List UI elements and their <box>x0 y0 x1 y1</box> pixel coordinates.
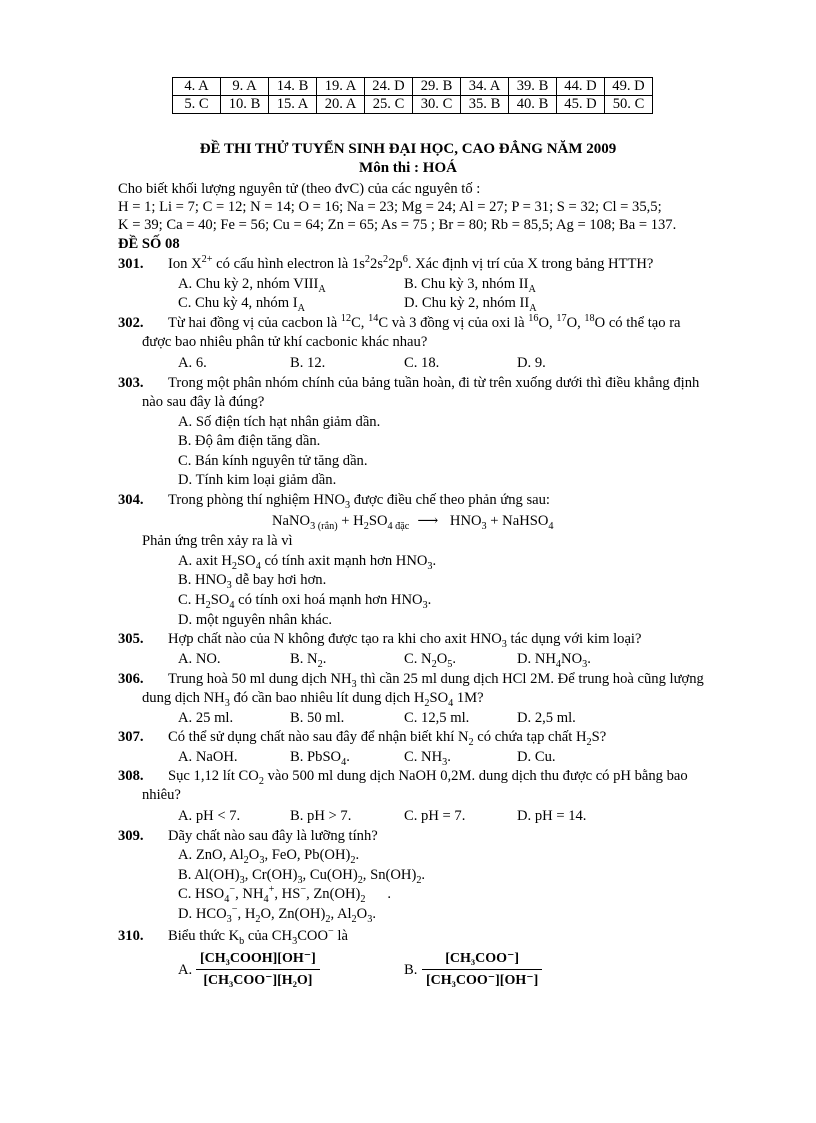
option-b: B. $N_2$. <box>290 651 327 670</box>
exam-code: ĐỀ SỐ 08 <box>118 236 180 252</box>
question-text: Từ hai đồng vị của cacbon là $^{12}$C, $^{14}$C và 3 đồng vị của oxi là $^{16}$O, $^{17}$O, $^{18}$O có thể tạo ra <box>168 313 681 331</box>
option-b-label: B. <box>404 962 418 978</box>
option-b: B. pH > 7. <box>290 808 352 824</box>
question-text-continued: được bao nhiêu phân tử khí cacbonic khác nhau? <box>142 334 428 350</box>
table-cell: 34. A <box>461 78 509 96</box>
option-a: A. Chu kỳ 2, nhóm $VIII_A$ <box>178 276 326 295</box>
question-number: 302. <box>118 315 144 331</box>
option-b: B. 50 ml. <box>290 710 345 726</box>
question-text: Có thể sử dụng chất nào sau đây để nhận biết khí $N_2$ có chứa tạp chất $H_2S$? <box>168 729 607 748</box>
option-b-fraction <box>422 950 542 989</box>
option-c: C. Bán kính nguyên tử tăng dần. <box>178 453 368 469</box>
option-a: A. 25 ml. <box>178 710 234 726</box>
table-cell: 24. D <box>365 78 413 96</box>
answer-table <box>172 77 653 114</box>
table-cell: 14. B <box>269 78 317 96</box>
reaction-arrow-icon: ⟶ <box>417 513 439 529</box>
table-cell: 35. B <box>461 96 509 114</box>
option-c: C. pH = 7. <box>404 808 466 824</box>
option-d: D. pH = 14. <box>517 808 587 824</box>
table-row <box>173 78 653 96</box>
table-cell: 30. C <box>413 96 461 114</box>
table-cell: 5. C <box>173 96 221 114</box>
fraction-numerator: [CH₃COOH][OH⁻] <box>196 950 320 970</box>
question-number: 304. <box>118 492 144 508</box>
question-text-continued: nào sau đây là đúng? <box>142 394 265 410</box>
table-row <box>173 96 653 114</box>
fraction-numerator: [CH₃COO⁻] <box>422 950 542 970</box>
option-c: C. $HSO_4^-$, $NH_4^+$, HS−, $Zn(OH)_2$ . <box>178 884 392 905</box>
question-text: Hợp chất nào của N không được tạo ra khi cho axit $HNO_3$ tác dụng với kim loại? <box>168 631 642 650</box>
option-a: A. pH < 7. <box>178 808 241 824</box>
option-a-label: A. <box>178 962 193 978</box>
table-cell: 49. D <box>605 78 653 96</box>
atomic-mass-intro: Cho biết khối lượng nguyên tử (theo đvC) của các nguyên tố : <box>118 181 481 197</box>
option-a: A. NaOH. <box>178 749 238 765</box>
question-text: Trong một phân nhóm chính của bảng tuần hoàn, đi từ trên xuống dưới thì điều khẳng định <box>168 375 700 391</box>
table-cell: 39. B <box>509 78 557 96</box>
table-cell: 29. B <box>413 78 461 96</box>
option-b: B. $Al(OH)_3$, $Cr(OH)_3$, $Cu(OH)_2$, $Sn(OH)_2$. <box>178 867 426 886</box>
option-c: C. $NH_3$. <box>404 749 451 768</box>
option-c: C. 18. <box>404 355 440 371</box>
fraction-denominator: [CH₃COO⁻][OH⁻] <box>426 973 539 988</box>
option-b: B. PbSO$_4$. <box>290 749 350 768</box>
option-d: D. Cu. <box>517 749 556 765</box>
option-a: A. NO. <box>178 651 221 667</box>
option-c: C. Chu kỳ 4, nhóm $I_A$ <box>178 295 305 314</box>
table-cell: 50. C <box>605 96 653 114</box>
question-text: Trong phòng thí nghiệm $HNO_3$ được điều chế theo phản ứng sau: <box>168 492 550 511</box>
question-number: 307. <box>118 729 144 745</box>
option-d: D. $NH_4NO_3$. <box>517 651 591 670</box>
option-a: A. ZnO, $Al_2O_3$, FeO, $Pb(OH)_2$. <box>178 847 360 866</box>
option-b: B. Độ âm điện tăng dần. <box>178 433 321 449</box>
question-number: 310. <box>118 928 144 944</box>
subject-title: Môn thi : HOÁ <box>359 160 457 176</box>
question-text: Ion $X^{2+}$ có cấu hình electron là $1s^22s^22p^6$. Xác định vị trí của X trong bảng HTTH? <box>168 254 654 272</box>
table-cell: 10. B <box>221 96 269 114</box>
question-text: Trung hoà 50 ml dung dịch $NH_3$ thì cần 25 ml dung dịch HCl 2M. Để trung hoà cũng lượng <box>168 671 704 690</box>
option-c: C. $N_2O_5$. <box>404 651 456 670</box>
atomic-mass-line-1: H = 1; Li = 7; C = 12; N = 14; O = 16; Na = 23; Mg = 24; Al = 27; P = 31; S = 32; Cl = 35,5; <box>118 199 662 215</box>
option-b: B. $HNO_3$ dễ bay hơi hơn. <box>178 572 327 591</box>
option-d: D. Chu kỳ 2, nhóm $II_A$ <box>404 295 537 314</box>
question-number: 308. <box>118 768 144 784</box>
option-a: A. Số điện tích hạt nhân giảm dần. <box>178 414 381 430</box>
table-cell: 45. D <box>557 96 605 114</box>
question-text-continued: dung dịch $NH_3$ đó cần bao nhiêu lít dung dịch $H_2SO_4$ 1M? <box>142 690 484 709</box>
question-number: 303. <box>118 375 144 391</box>
option-d: D. 9. <box>517 355 546 371</box>
fraction-denominator: [CH₃COO⁻][H₂O] <box>203 973 313 988</box>
table-cell: 9. A <box>221 78 269 96</box>
question-text: Biểu thức $K_b$ của $CH_3COO^-$ là <box>168 926 348 947</box>
table-cell: 20. A <box>317 96 365 114</box>
option-b: B. Chu kỳ 3, nhóm $II_A$ <box>404 276 536 295</box>
table-cell: 19. A <box>317 78 365 96</box>
question-text: Sục 1,12 lít $CO_2$ vào 500 ml dung dịch NaOH 0,2M. dung dịch thu được có pH bằng bao <box>168 768 688 787</box>
question-text: Dãy chất nào sau đây là lưỡng tính? <box>168 828 378 844</box>
question-number: 305. <box>118 631 144 647</box>
option-d: D. $HCO_3^-$, $H_2O$, $Zn(OH)_2$, $Al_2O_3$. <box>178 904 376 925</box>
option-a: A. 6. <box>178 355 207 371</box>
option-d: D. một nguyên nhân khác. <box>178 612 333 628</box>
reaction-equation: NaNO$_{3 (rắn)}$ + $H_2SO_{4 đặc}$ ⟶ $HNO_3$ + NaHSO$_4$ <box>272 513 554 532</box>
page-title: ĐỀ THI THỬ TUYỂN SINH ĐẠI HỌC, CAO ĐẲNG NĂM 2009 <box>199 141 617 157</box>
table-cell: 25. C <box>365 96 413 114</box>
option-a: A. axit $H_2SO_4$ có tính axit mạnh hơn $HNO_3$. <box>178 553 437 572</box>
option-c: C. 12,5 ml. <box>404 710 470 726</box>
question-number: 306. <box>118 671 144 687</box>
question-number: 301. <box>118 256 144 272</box>
table-cell: 4. A <box>173 78 221 96</box>
question-number: 309. <box>118 828 144 844</box>
table-cell: 40. B <box>509 96 557 114</box>
option-a-fraction <box>196 950 320 989</box>
question-text-continued: nhiêu? <box>142 787 181 803</box>
table-cell: 44. D <box>557 78 605 96</box>
option-d: D. Tính kim loại giảm dần. <box>178 472 337 488</box>
option-d: D. 2,5 ml. <box>517 710 576 726</box>
option-c: C. $H_2SO_4$ có tính oxi hoá mạnh hơn $HNO_3$. <box>178 592 432 611</box>
atomic-mass-line-2: K = 39; Ca = 40; Fe = 56; Cu = 64; Zn = 65; As = 75 ; Br = 80; Rb = 85,5; Ag = 108; Ba = 137. <box>118 217 677 233</box>
option-b: B. 12. <box>290 355 326 371</box>
table-cell: 15. A <box>269 96 317 114</box>
question-text-continued: Phản ứng trên xảy ra là vì <box>142 533 293 549</box>
